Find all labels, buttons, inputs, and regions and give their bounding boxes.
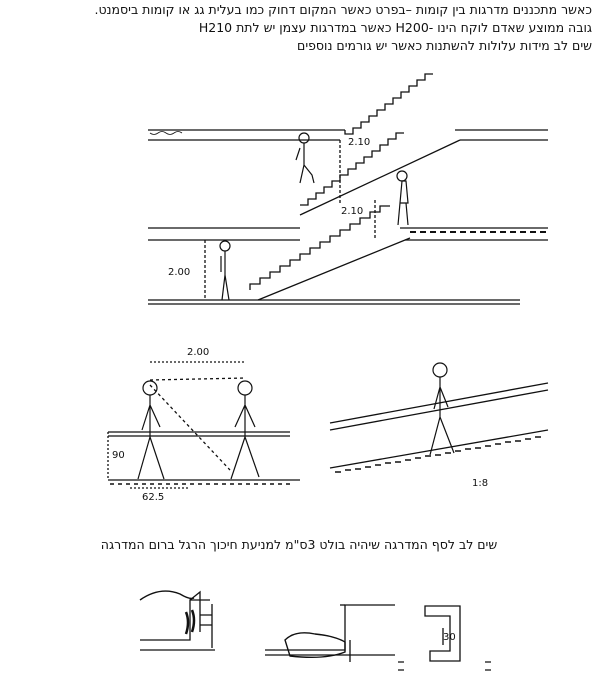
person-landing-icon (397, 171, 408, 225)
intro-line-2: גובה ממוצע שאדם לוקח הינו -H200 כאשר במדרגות עצמן יש לתת H210 (198, 20, 592, 35)
walking-clearance-figure (108, 362, 300, 488)
dim-rail-height: 90 (112, 450, 125, 461)
dim-stride: 62.5 (142, 492, 165, 503)
dim-slope: 1:8 (472, 478, 489, 489)
person-ground-icon (220, 241, 230, 300)
nosing-detail-figure (140, 591, 491, 670)
walking-person-right-icon (231, 381, 259, 479)
intro-line-3: שים לב מידות עלולות להשתנות כאשר יש גורמים נוספים (297, 38, 592, 53)
dim-middle-height: 2.10 (341, 206, 364, 217)
ramp-figure (330, 363, 548, 472)
intro-line-1: כאשר מתכננים מדרגות בין קומות –בפרט כאשר המקום דחוק כמו בעלית גג או קומות ביסמנט. (94, 2, 592, 17)
staircase-section-figure (148, 74, 548, 304)
dim-nosing: 30 (443, 632, 456, 643)
dim-upper-height: 2.10 (348, 137, 371, 148)
dim-ground-height: 2.00 (168, 267, 191, 278)
dim-span: 2.00 (187, 347, 210, 358)
nosing-caption: שים לב לסף המדרגה שיהיה בולט 3ס"מ למניעת חיכוך הרגל ברום המדרגה (100, 537, 498, 552)
